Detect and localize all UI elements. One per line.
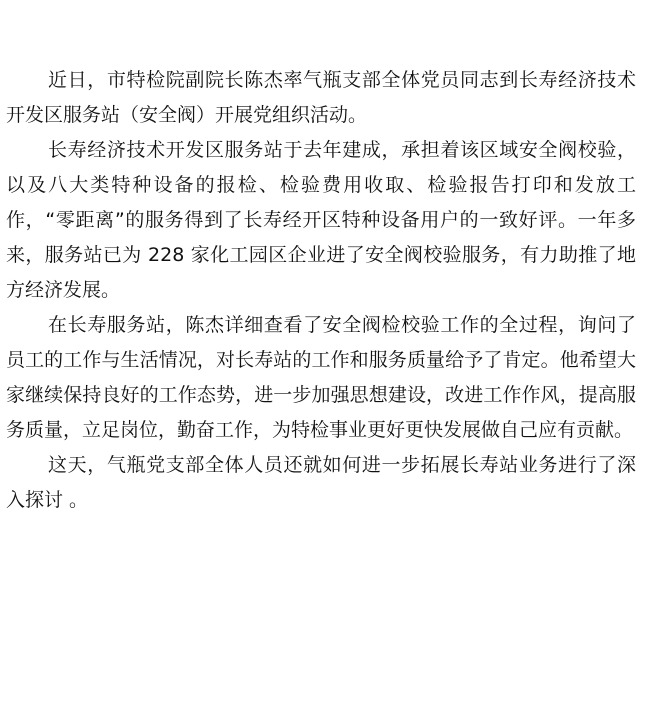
paragraph-discussion: 这天，气瓶党支部全体人员还就如何进一步拓展长寿站业务进行了深入探讨 。	[6, 454, 636, 511]
paragraph-service-station: 长寿经济技术开发区服务站于去年建成，承担着该区域安全阀校验，以及八大类特种设备的报检、检验费用收取、检验报告打印和发放工作，“零距离”的服务得到了长寿经开区特种设备用户的一致好评。一年多来，服务站已为 228 家化工园区企业进了安全阀校验服务，有力助推了地方经济发展。	[6, 139, 636, 301]
paragraph-inspection: 在长寿服务站，陈杰详细查看了安全阀检校验工作的全过程，询问了员工的工作与生活情况，对长寿站的工作和服务质量给予了肯定。他希望大家继续保持良好的工作态势，进一步加强思想建设，改进工作作风，提高服务质量，立足岗位，勤奋工作，为特检事业更好更快发展做自己应有贡献。	[6, 314, 636, 441]
paragraph-visit-intro: 近日，市特检院副院长陈杰率气瓶支部全体党员同志到长寿经济技术开发区服务站（安全阀）开展党组织活动。	[6, 69, 636, 126]
article-body	[6, 63, 636, 518]
